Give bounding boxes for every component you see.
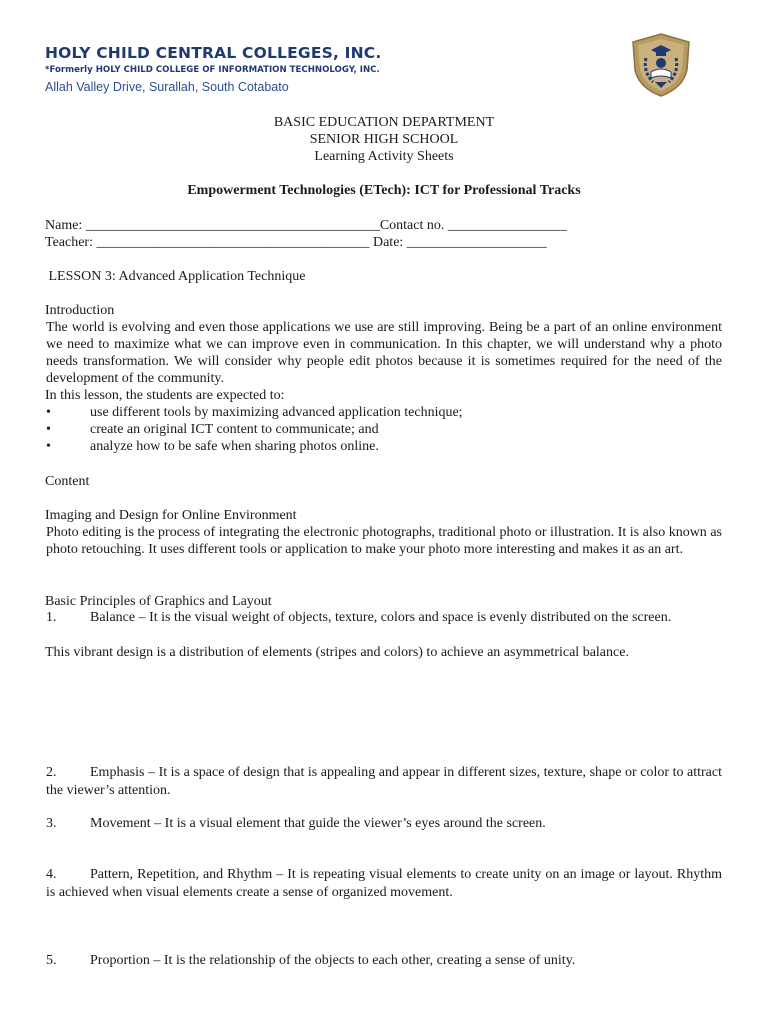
imaging-paragraph: Photo editing is the process of integrating the electronic photographs, traditional photo or illustration. It is also known as photo retouching. It uses different tools or application to make your photo more interesting and makes it as an art. bbox=[46, 525, 722, 557]
principle-number: 1. bbox=[46, 610, 57, 625]
principle-item bbox=[46, 952, 722, 970]
list-item bbox=[46, 404, 463, 421]
principle-number: 2. bbox=[46, 765, 57, 780]
lesson-title: LESSON 3: Advanced Application Technique bbox=[45, 269, 306, 284]
principle-number: 4. bbox=[46, 867, 57, 882]
balance-example: This vibrant design is a distribution of elements (stripes and colors) to achieve an asymmetrical balance. bbox=[45, 645, 629, 660]
school-seal-icon bbox=[629, 32, 693, 98]
school-former-name: *Formerly HOLY CHILD COLLEGE OF INFORMATION TECHNOLOGY, INC. bbox=[45, 65, 380, 75]
principle-number: 3. bbox=[46, 816, 57, 831]
principle-text: Pattern, Repetition, and Rhythm – It is repeating visual elements to create unity on an image or layout. Rhythm is achieved when visual elements create a sense of organized movement. bbox=[46, 867, 722, 900]
principles-heading: Basic Principles of Graphics and Layout bbox=[45, 594, 272, 609]
principle-text: Emphasis – It is a space of design that is appealing and appear in different sizes, texture, shape or color to attract the viewer’s attention. bbox=[46, 765, 722, 798]
introduction-paragraph: The world is evolving and even those applications we use are still improving. Being be a part of an online environment we need to maximize what we can improve even in communication. In this chapter, we will understand why a photo needs transformation. We will consider why people edit photos because it is sometimes required for the need of the development of the community. bbox=[46, 320, 722, 386]
school-name: HOLY CHILD CENTRAL COLLEGES, INC. bbox=[45, 44, 382, 62]
school-address: Allah Valley Drive, Surallah, South Cotabato bbox=[45, 80, 289, 94]
objectives-lead: In this lesson, the students are expected to: bbox=[45, 388, 285, 403]
introduction-heading: Introduction bbox=[45, 303, 115, 318]
list-item bbox=[46, 421, 379, 438]
level-title: SENIOR HIGH SCHOOL bbox=[309, 132, 459, 147]
teacher-date-field[interactable]: Teacher: _______________________________________ Date: ____________________ bbox=[45, 235, 547, 250]
principle-number: 5. bbox=[46, 953, 57, 968]
principle-item bbox=[46, 764, 722, 799]
principle-text: Proportion – It is the relationship of the objects to each other, creating a sense of unity. bbox=[90, 953, 576, 968]
subject-title: Empowerment Technologies (ETech): ICT for Professional Tracks bbox=[187, 183, 581, 198]
imaging-heading: Imaging and Design for Online Environment bbox=[45, 508, 297, 523]
objective-text: analyze how to be safe when sharing photos online. bbox=[90, 439, 379, 454]
list-item bbox=[46, 438, 379, 455]
bullet-icon: • bbox=[46, 405, 51, 420]
principle-text: Movement – It is a visual element that guide the viewer’s eyes around the screen. bbox=[90, 816, 546, 831]
principle-text: Balance – It is the visual weight of objects, texture, colors and space is evenly distributed on the screen. bbox=[90, 610, 672, 625]
principle-item bbox=[46, 815, 722, 833]
bullet-icon: • bbox=[46, 422, 51, 437]
bullet-icon: • bbox=[46, 439, 51, 454]
name-contact-field[interactable]: Name: __________________________________________Contact no. _________________ bbox=[45, 218, 567, 233]
objective-text: create an original ICT content to communicate; and bbox=[90, 422, 379, 437]
objective-text: use different tools by maximizing advanced application technique; bbox=[90, 405, 463, 420]
content-heading: Content bbox=[45, 474, 90, 489]
principle-item bbox=[46, 609, 722, 627]
principle-item bbox=[46, 866, 722, 901]
doc-type-title: Learning Activity Sheets bbox=[314, 149, 454, 164]
department-title: BASIC EDUCATION DEPARTMENT bbox=[273, 115, 495, 130]
